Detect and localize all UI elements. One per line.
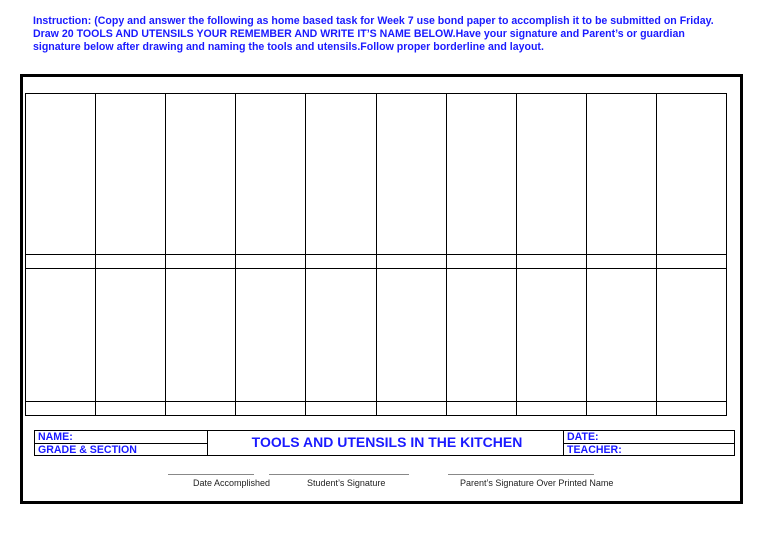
page-title: TOOLS AND UTENSILS IN THE KITCHEN xyxy=(251,434,523,450)
drawing-cell xyxy=(26,94,96,255)
drawing-cell xyxy=(96,269,166,402)
drawing-cell xyxy=(517,269,587,402)
name-cell xyxy=(166,255,236,269)
name-cell xyxy=(517,402,587,416)
drawing-cell xyxy=(96,94,166,255)
name-cell xyxy=(377,402,447,416)
instruction-line-1: Instruction: (Copy and answer the following as home based task for Week 7 use bond paper to accomplish it to be submitted on Friday. xyxy=(33,15,714,27)
drawing-cell xyxy=(166,269,236,402)
drawing-cell xyxy=(587,269,657,402)
name-cell xyxy=(306,255,377,269)
name-cell xyxy=(657,402,727,416)
name-cell xyxy=(26,255,96,269)
drawing-cell xyxy=(587,94,657,255)
drawing-cell xyxy=(26,269,96,402)
student-signature-line xyxy=(269,474,409,475)
name-cell xyxy=(447,402,517,416)
info-box xyxy=(34,430,735,456)
name-cell xyxy=(306,402,377,416)
info-divider-left xyxy=(207,431,208,455)
name-cell xyxy=(377,255,447,269)
drawing-cell xyxy=(517,94,587,255)
drawing-cell xyxy=(306,269,377,402)
drawing-cell xyxy=(306,94,377,255)
date-label: DATE: xyxy=(567,431,599,443)
name-cell xyxy=(96,402,166,416)
name-cell xyxy=(657,255,727,269)
student-signature-caption: Student’s Signature xyxy=(307,478,386,488)
drawing-cell xyxy=(657,269,727,402)
drawing-cell xyxy=(166,94,236,255)
instruction-line-3: signature below after drawing and naming the tools and utensils.Follow proper borderline and layout. xyxy=(33,41,544,53)
teacher-label: TEACHER: xyxy=(567,444,622,456)
name-cell xyxy=(96,255,166,269)
drawing-cell xyxy=(377,269,447,402)
drawing-cell xyxy=(377,94,447,255)
name-cell xyxy=(587,402,657,416)
name-cell xyxy=(587,255,657,269)
name-cell xyxy=(26,402,96,416)
grade-section-label: GRADE & SECTION xyxy=(38,444,137,456)
worksheet-frame xyxy=(20,74,743,504)
name-cell xyxy=(447,255,517,269)
parent-signature-line xyxy=(448,474,594,475)
name-cell xyxy=(236,402,306,416)
instruction-line-2: Draw 20 TOOLS AND UTENSILS YOUR REMEMBER AND WRITE IT’S NAME BELOW.Have your signature and Parent’s or guardian xyxy=(33,28,685,40)
name-cell xyxy=(166,402,236,416)
drawing-cell xyxy=(236,94,306,255)
instruction-text xyxy=(33,15,749,54)
parent-signature-caption: Parent’s Signature Over Printed Name xyxy=(460,478,614,488)
drawing-grid xyxy=(25,93,727,416)
date-accomplished-caption: Date Accomplished xyxy=(193,478,271,488)
drawing-cell xyxy=(236,269,306,402)
date-signature-line xyxy=(168,474,254,475)
drawing-cell xyxy=(447,94,517,255)
drawing-cell xyxy=(447,269,517,402)
drawing-cell xyxy=(657,94,727,255)
name-cell xyxy=(517,255,587,269)
name-label: NAME: xyxy=(38,431,73,443)
name-cell xyxy=(236,255,306,269)
